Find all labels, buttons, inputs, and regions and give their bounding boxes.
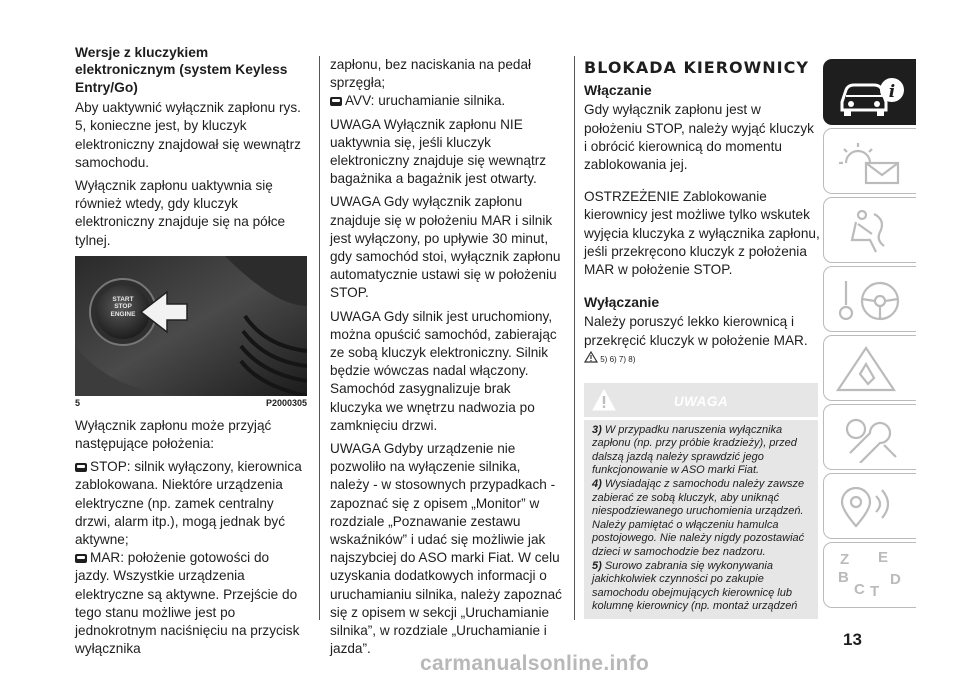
car-info-icon: [836, 68, 906, 118]
warning-body: [584, 420, 818, 619]
warning-lights-icon: [836, 137, 906, 187]
column-3: [584, 44, 820, 619]
note-paragraph: UWAGA Gdy silnik jest uruchomiony, można opuścić samochód, zabierając ze sobą kluczyk elektroniczny. Silnik będzie wówczas nadal włączony. Samochód zasygnalizuje brak kluczyka we wnętrzu nadwozia po zamknięciu drzwi.: [330, 308, 557, 433]
svg-text:i: i: [888, 82, 896, 102]
column-2: [330, 56, 562, 664]
column-divider: [319, 56, 320, 620]
watermark: carmanualsonline.info: [420, 652, 650, 675]
key-bullet-icon: [75, 463, 87, 472]
key-bullet-icon: [330, 97, 342, 106]
seat-airbag-icon: [836, 206, 906, 256]
figure-start-stop-photo: [75, 256, 307, 396]
figure-code: P2000305: [265, 397, 307, 408]
paragraph: Należy poruszyć lekko kierownicą i przekręcić kluczyk w położenie MAR.: [584, 314, 808, 348]
paragraph: OSTRZEŻENIE Zablokowanie kierownicy jest możliwe tylko wskutek wyjęcia kluczyka z wyłącznika zapłonu, jeśli przekręcono kluczyk z położenia MAR w położenie STOP.: [584, 189, 820, 278]
section-heading-keyless: Wersje z kluczykiem elektronicznym (system Keyless Entry/Go): [75, 45, 288, 95]
paragraph: Wyłącznik zapłonu uaktywnia się również wtedy, gdy kluczyk elektroniczny znajduje się na półce tylnej.: [75, 178, 286, 248]
warning-header: [584, 383, 818, 420]
bullet-item: AVV: uruchamianie silnika.: [330, 92, 562, 110]
page-number: 13: [843, 630, 862, 649]
subsection-heading: Wyłączanie: [584, 294, 660, 311]
tab-index[interactable]: [823, 542, 916, 608]
column-divider: [574, 56, 575, 620]
navigation-icon: [836, 482, 906, 532]
warning-triangle-icon: [836, 344, 906, 394]
tab-emergency[interactable]: [823, 335, 916, 401]
warning-box: [584, 383, 818, 619]
warning-item: 3) W przypadku naruszenia wyłącznika zapłonu (np. przy próbie kradzieży), przed dalszą jazdą należy sprawdzić jego funkcjonowanie w ASO marki Fiat.: [592, 423, 797, 477]
warning-item: 4) Wysiadając z samochodu należy zawsze zabierać ze sobą kluczyk, aby uniknąć niespodziewanego uruchomienia urządzeń. Należy pamiętać o włączeniu hamulca postojowego. Nie należy nigdy pozostawiać dzieci w samochodzie bez nadzoru.: [592, 478, 805, 558]
paragraph: Aby uaktywnić wyłącznik zapłonu rys. 5, konieczne jest, by kluczyk elektroniczny znajdował się wewnątrz samochodu.: [75, 100, 301, 170]
warning-triangle-icon: [584, 351, 598, 363]
alphabetical-index-icon: Z E B C T D: [838, 549, 901, 600]
wrench-icon: [836, 413, 906, 463]
key-steering-wheel-icon: [836, 275, 906, 325]
figure-caption: [75, 398, 307, 409]
key-bullet-icon: [75, 554, 87, 563]
warning-references: 5) 6) 7) 8): [584, 351, 820, 369]
tab-starting-driving[interactable]: [823, 266, 916, 332]
subsection-heading: Włączanie: [584, 82, 652, 99]
tab-multimedia[interactable]: [823, 473, 916, 539]
tab-car-info[interactable]: [823, 59, 916, 125]
warning-title: UWAGA: [673, 393, 729, 409]
bullet-item: MAR: położenie gotowości do jazdy. Wszystkie urządzenia elektryczne są aktywne. Przejście do tego stanu możliwe jest po jednokrotnym naciśnięciu na przycisk wyłącznika: [75, 550, 300, 657]
start-stop-button-label: START STOP ENGINE: [110, 295, 136, 318]
note-paragraph: UWAGA Wyłącznik zapłonu NIE uaktywnia się, jeśli kluczyk elektroniczny znajduje się wewnątrz bagażnika a bagażnik jest otwarty.: [330, 116, 547, 187]
note-paragraph: UWAGA Gdyby urządzenie nie pozwoliło na wyłączenie silnika, należy - w stosownych przypadkach - zapoznać się z opisem „Monitor” w rozdziale „Poznawanie zestawu wskaźników” i udać się możliwie jak najszybciej do ASO marki Fiat. W celu uzyskania dodatkowych informacji o uruchamianiu silnika, należy zapoznać się z opisem w sekcji „Uruchamianie silnika”, w rozdziale „Uruchamianie i jazda”.: [330, 441, 562, 657]
note-paragraph: UWAGA Gdy wyłącznik zapłonu znajduje się w położeniu MAR i silnik jest wyłączony, po upływie 30 minut, gdy samochód stoi, wyłącznik zapłonu automatycznie ustawi się w położeniu STOP.: [330, 194, 561, 301]
paragraph: Wyłącznik zapłonu może przyjąć następujące położenia:: [75, 417, 272, 452]
paragraph: zapłonu, bez naciskania na pedał sprzęgła;: [330, 57, 532, 91]
tab-warning-lights[interactable]: [823, 128, 916, 194]
column-1: [75, 44, 307, 658]
paragraph: Gdy wyłącznik zapłonu jest w położeniu STOP, należy wyjąć kluczyk i obrócić kierownicą do momentu zablokowania jej.: [584, 102, 814, 173]
tab-maintenance[interactable]: [823, 404, 916, 470]
tab-safety[interactable]: [823, 197, 916, 263]
figure-number: 5: [75, 397, 81, 408]
chapter-tabs: [823, 59, 917, 611]
warning-item: 5) Surowo zabrania się wykonywania jakichkolwiek czynności po zakupie samochodu obejmujących kierownicę lub kolumnę kierownicy (np. montaż urządzeń: [592, 559, 798, 613]
section-title: BLOKADA KIEROWNICY: [584, 58, 809, 77]
bullet-item: STOP: silnik wyłączony, kierownica zablokowana. Niektóre urządzenia elektryczne (np. zamek centralny drzwi, alarm itp.), mogą jednak być aktywne;: [75, 459, 302, 548]
